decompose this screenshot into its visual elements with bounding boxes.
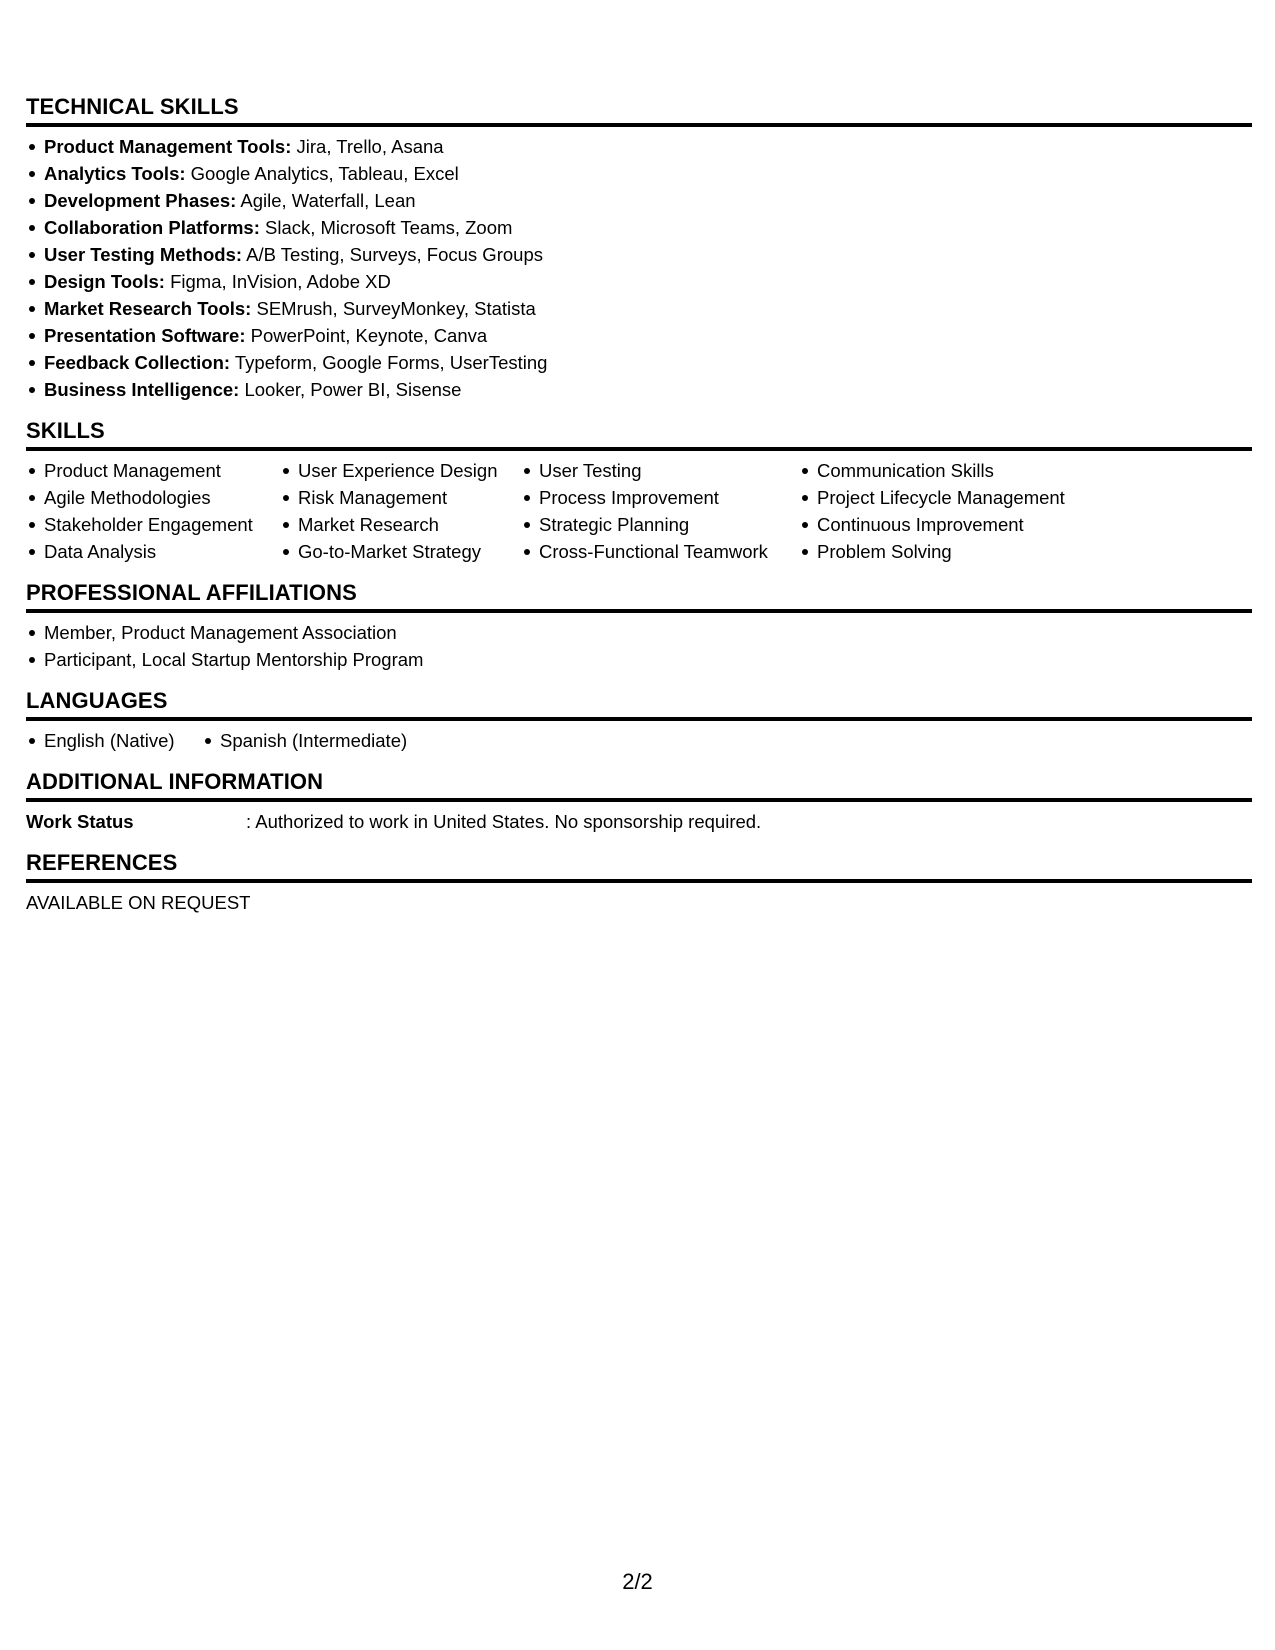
skill-values: SEMrush, SurveyMonkey, Statista — [251, 298, 536, 319]
affiliation-item: Member, Product Management Association — [26, 619, 1252, 646]
section-title-languages: LANGUAGES — [26, 688, 1252, 721]
skills-column — [521, 457, 799, 565]
skill-values: Google Analytics, Tableau, Excel — [185, 163, 459, 184]
section-title-technical-skills: TECHNICAL SKILLS — [26, 94, 1252, 127]
skill-category: User Testing Methods: — [44, 244, 243, 265]
technical-skill-item — [26, 241, 1252, 268]
skill-item: Continuous Improvement — [799, 511, 1099, 538]
skill-item: Stakeholder Engagement — [26, 511, 280, 538]
language-column — [202, 727, 407, 754]
skill-category: Presentation Software: — [44, 325, 246, 346]
skills-column — [799, 457, 1099, 565]
technical-skill-item — [26, 214, 1252, 241]
technical-skill-item — [26, 160, 1252, 187]
references-text: AVAILABLE ON REQUEST — [26, 892, 251, 913]
skill-values: Figma, InVision, Adobe XD — [164, 271, 391, 292]
languages-list — [26, 727, 1252, 754]
references-section — [26, 850, 1252, 916]
section-title-affiliations: PROFESSIONAL AFFILIATIONS — [26, 580, 1252, 613]
skill-values: A/B Testing, Surveys, Focus Groups — [242, 244, 543, 265]
technical-skills-list — [26, 133, 1252, 403]
technical-skill-item — [26, 187, 1252, 214]
skill-category: Feedback Collection: — [44, 352, 231, 373]
skill-values: Typeform, Google Forms, UserTesting — [230, 352, 548, 373]
skill-item: Project Lifecycle Management — [799, 484, 1099, 511]
work-status-row — [26, 808, 1252, 835]
affiliations-list — [26, 619, 1252, 673]
skills-grid — [26, 457, 1252, 565]
language-column — [26, 727, 202, 754]
resume-page — [26, 94, 1252, 916]
skills-column — [26, 457, 280, 565]
skill-item: Go-to-Market Strategy — [280, 538, 521, 565]
section-title-references: REFERENCES — [26, 850, 1252, 883]
work-status-label: Work Status — [26, 811, 134, 832]
skill-values: PowerPoint, Keynote, Canva — [245, 325, 488, 346]
skill-category: Analytics Tools: — [44, 163, 186, 184]
skill-item: Risk Management — [280, 484, 521, 511]
skill-category: Design Tools: — [44, 271, 165, 292]
skill-item: Agile Methodologies — [26, 484, 280, 511]
languages-section — [26, 688, 1252, 754]
technical-skill-item — [26, 349, 1252, 376]
language-item: English (Native) — [26, 727, 202, 754]
skill-item: Market Research — [280, 511, 521, 538]
section-title-additional-info: ADDITIONAL INFORMATION — [26, 769, 1252, 802]
skill-values: Jira, Trello, Asana — [291, 136, 444, 157]
technical-skills-section — [26, 94, 1252, 403]
technical-skill-item — [26, 133, 1252, 160]
skill-item: Process Improvement — [521, 484, 799, 511]
skill-item: Data Analysis — [26, 538, 280, 565]
skills-section — [26, 418, 1252, 565]
affiliations-section — [26, 580, 1252, 673]
page-number: 2/2 — [622, 1569, 653, 1594]
work-status-value: : Authorized to work in United States. No sponsorship required. — [246, 811, 762, 832]
skill-values: Looker, Power BI, Sisense — [239, 379, 462, 400]
language-item: Spanish (Intermediate) — [202, 727, 407, 754]
skill-category: Business Intelligence: — [44, 379, 240, 400]
skill-item: User Experience Design — [280, 457, 521, 484]
technical-skill-item — [26, 376, 1252, 403]
affiliation-item: Participant, Local Startup Mentorship Program — [26, 646, 1252, 673]
skill-values: Slack, Microsoft Teams, Zoom — [259, 217, 513, 238]
skill-item: Communication Skills — [799, 457, 1099, 484]
skill-category: Collaboration Platforms: — [44, 217, 260, 238]
technical-skill-item — [26, 268, 1252, 295]
additional-info-section — [26, 769, 1252, 835]
skill-item: Strategic Planning — [521, 511, 799, 538]
skill-values: Agile, Waterfall, Lean — [236, 190, 416, 211]
section-title-skills: SKILLS — [26, 418, 1252, 451]
technical-skill-item — [26, 322, 1252, 349]
skill-category: Product Management Tools: — [44, 136, 292, 157]
skill-category: Development Phases: — [44, 190, 237, 211]
skills-column — [280, 457, 521, 565]
skill-item: Cross-Functional Teamwork — [521, 538, 799, 565]
skill-item: User Testing — [521, 457, 799, 484]
skill-item: Product Management — [26, 457, 280, 484]
technical-skill-item — [26, 295, 1252, 322]
skill-item: Problem Solving — [799, 538, 1099, 565]
skill-category: Market Research Tools: — [44, 298, 252, 319]
